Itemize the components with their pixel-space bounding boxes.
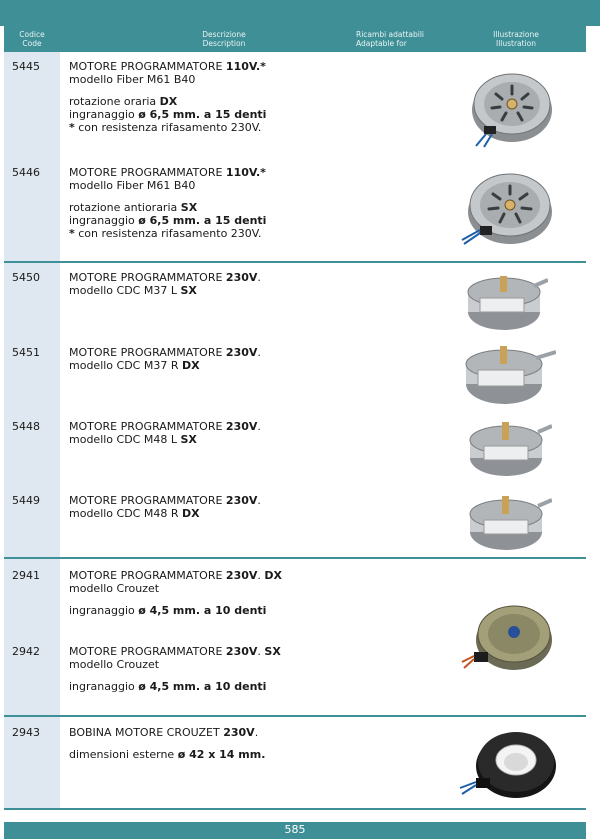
group-separator — [4, 715, 586, 717]
item-model: modello CDC M37 L — [69, 284, 181, 297]
motor-fiber-dx-image — [470, 66, 556, 148]
motor-fiber-sx-image — [460, 164, 556, 250]
header-ric-en: Adaptable for — [356, 39, 407, 48]
item-description — [69, 346, 369, 372]
item-description — [69, 569, 369, 617]
motor-cdc-m48r-image — [466, 492, 552, 554]
header-code-en: Code — [22, 39, 42, 48]
item-code: 5449 — [12, 494, 40, 507]
item-title: MOTORE PROGRAMMATORE — [69, 346, 226, 359]
header-ric-it: Ricambi adattabili — [356, 30, 424, 39]
item-title: MOTORE PROGRAMMATORE — [69, 645, 226, 658]
group-separator — [4, 261, 586, 263]
item-model: modello CDC M37 R — [69, 359, 182, 372]
item-title: MOTORE PROGRAMMATORE — [69, 271, 226, 284]
item-gear: ingranaggio — [69, 214, 139, 227]
item-gear: ingranaggio — [69, 680, 139, 693]
item-model: modello CDC M48 R — [69, 507, 182, 520]
group-separator — [4, 557, 586, 559]
header-illustration — [466, 30, 566, 48]
item-model-dir: SX — [180, 433, 197, 446]
item-title: MOTORE PROGRAMMATORE — [69, 569, 226, 582]
item-code: 2943 — [12, 726, 40, 739]
item-title-dir: SX — [264, 645, 281, 658]
item-model: modello CDC M48 L — [69, 433, 181, 446]
item-voltage: 230V — [225, 569, 258, 582]
item-gear: ingranaggio — [69, 604, 139, 617]
item-dimensions-spec: ø 42 x 14 mm. — [177, 748, 266, 761]
top-band — [0, 0, 600, 26]
item-model: modello Fiber M61 B40 — [69, 73, 196, 86]
item-description — [69, 271, 369, 297]
header-code-it: Codice — [19, 30, 45, 39]
item-voltage: 230V — [225, 645, 258, 658]
item-gear: ingranaggio — [69, 108, 139, 121]
item-title: BOBINA MOTORE CROUZET — [69, 726, 224, 739]
item-voltage: 230V — [223, 726, 255, 739]
item-code: 5445 — [12, 60, 40, 73]
item-title-end: . — [257, 271, 261, 284]
item-title-end: . — [257, 494, 261, 507]
header-adaptable — [356, 30, 466, 48]
motor-cdc-m48l-image — [466, 418, 552, 480]
item-title-dir: DX — [264, 569, 283, 582]
motor-crouzet-image — [460, 596, 556, 678]
item-title: MOTORE PROGRAMMATORE — [69, 494, 226, 507]
header-ill-it: Illustrazione — [493, 30, 539, 39]
item-title-sep: . — [257, 645, 265, 658]
item-model-dir: DX — [182, 359, 200, 372]
header-desc-en: Description — [202, 39, 246, 48]
item-voltage: 110V.* — [225, 60, 266, 73]
header-desc-it: Descrizione — [202, 30, 246, 39]
item-code: 5446 — [12, 166, 40, 179]
item-voltage: 230V — [225, 494, 258, 507]
item-gear-spec: ø 6,5 mm. a 15 denti — [138, 214, 267, 227]
header-code — [4, 30, 60, 48]
item-title: MOTORE PROGRAMMATORE — [69, 166, 226, 179]
item-model-dir: SX — [180, 284, 197, 297]
item-code: 2941 — [12, 569, 40, 582]
item-code: 5448 — [12, 420, 40, 433]
item-description — [69, 166, 369, 240]
item-rotation-dir: SX — [180, 201, 198, 214]
item-note-mark: * — [69, 227, 75, 240]
item-description — [69, 494, 369, 520]
coil-crouzet-image — [456, 722, 560, 804]
item-title-end: . — [254, 726, 259, 739]
item-code: 5451 — [12, 346, 40, 359]
header-description — [114, 30, 334, 48]
item-rotation: rotazione antioraria — [69, 201, 181, 214]
item-description — [69, 60, 369, 134]
page-footer — [4, 822, 586, 839]
header-ill-en: Illustration — [495, 39, 537, 48]
table-header — [4, 26, 586, 52]
item-voltage: 230V — [225, 420, 258, 433]
item-rotation-dir: DX — [159, 95, 178, 108]
item-description — [69, 645, 369, 693]
item-code: 2942 — [12, 645, 40, 658]
item-model-dir: DX — [182, 507, 200, 520]
item-model: modello Fiber M61 B40 — [69, 179, 196, 192]
item-title: MOTORE PROGRAMMATORE — [69, 60, 226, 73]
item-model: modello Crouzet — [69, 658, 160, 671]
item-rotation: rotazione oraria — [69, 95, 160, 108]
item-voltage: 230V — [225, 271, 258, 284]
item-note: con resistenza rifasamento 230V. — [74, 121, 262, 134]
item-voltage: 230V — [225, 346, 258, 359]
item-title-end: . — [257, 420, 261, 433]
motor-cdc-m37r-image — [460, 344, 556, 406]
item-title-sep: . — [257, 569, 265, 582]
item-note: con resistenza rifasamento 230V. — [74, 227, 262, 240]
item-gear-spec: ø 4,5 mm. a 10 denti — [138, 680, 267, 693]
item-description — [69, 726, 369, 761]
item-code: 5450 — [12, 271, 40, 284]
item-voltage: 110V.* — [225, 166, 266, 179]
item-model: modello Crouzet — [69, 582, 160, 595]
item-gear-spec: ø 6,5 mm. a 15 denti — [138, 108, 267, 121]
item-description — [69, 420, 369, 446]
page-number: 585 — [284, 823, 306, 836]
item-title: MOTORE PROGRAMMATORE — [69, 420, 226, 433]
group-separator — [4, 808, 586, 810]
item-gear-spec: ø 4,5 mm. a 10 denti — [138, 604, 267, 617]
item-dimensions: dimensioni esterne — [69, 748, 178, 761]
item-note-mark: * — [69, 121, 75, 134]
item-title-end: . — [257, 346, 261, 359]
motor-cdc-m37l-image — [464, 270, 548, 334]
right-margin — [586, 52, 600, 810]
